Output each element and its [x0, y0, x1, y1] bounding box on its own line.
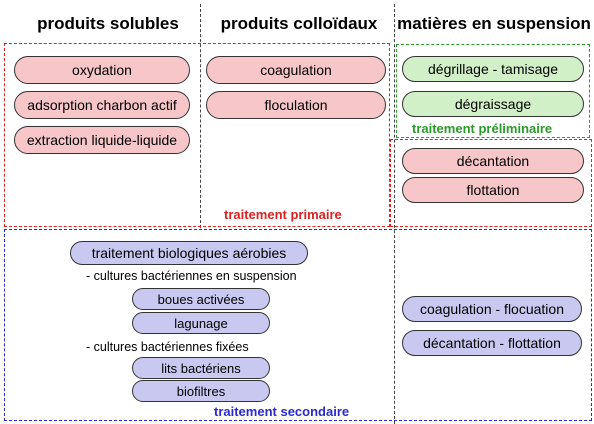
pill-lits-bacteriens: lits bactériens	[132, 357, 270, 379]
label-traitement-preliminaire: traitement préliminaire	[412, 121, 553, 136]
pill-boues-activees: boues activées	[132, 288, 270, 310]
pill-decantation-flottation: décantation - flottation	[402, 330, 582, 356]
pill-coagulation-flocuation: coagulation - flocuation	[402, 296, 582, 322]
pill-coagulation: coagulation	[206, 56, 386, 84]
header-matieres-suspension: matières en suspension	[397, 14, 591, 33]
pill-adsorption-charbon-actif: adsorption charbon actif	[14, 91, 190, 119]
label-traitement-primaire: traitement primaire	[224, 207, 342, 222]
pill-extraction-liquide-liquide: extraction liquide-liquide	[14, 126, 190, 154]
pill-degraissage: dégraissage	[402, 91, 584, 117]
label-cultures-fixees: - cultures bactériennes fixées	[86, 340, 249, 354]
pill-oxydation: oxydation	[14, 56, 190, 84]
pill-biofiltres: biofiltres	[132, 380, 270, 402]
pill-lagunage: lagunage	[132, 312, 270, 334]
label-cultures-suspension: - cultures bactériennes en suspension	[86, 269, 297, 283]
header-produits-solubles: produits solubles	[37, 14, 179, 33]
pill-floculation: floculation	[206, 91, 386, 119]
pill-decantation: décantation	[402, 148, 584, 174]
label-traitement-secondaire: traitement secondaire	[214, 404, 350, 419]
pill-degrillage-tamisage: dégrillage - tamisage	[402, 56, 584, 82]
pill-traitement-biologiques-aerobies: traitement biologiques aérobies	[70, 241, 308, 265]
header-produits-colloidaux: produits colloïdaux	[220, 14, 378, 33]
pill-flottation: flottation	[402, 177, 584, 203]
